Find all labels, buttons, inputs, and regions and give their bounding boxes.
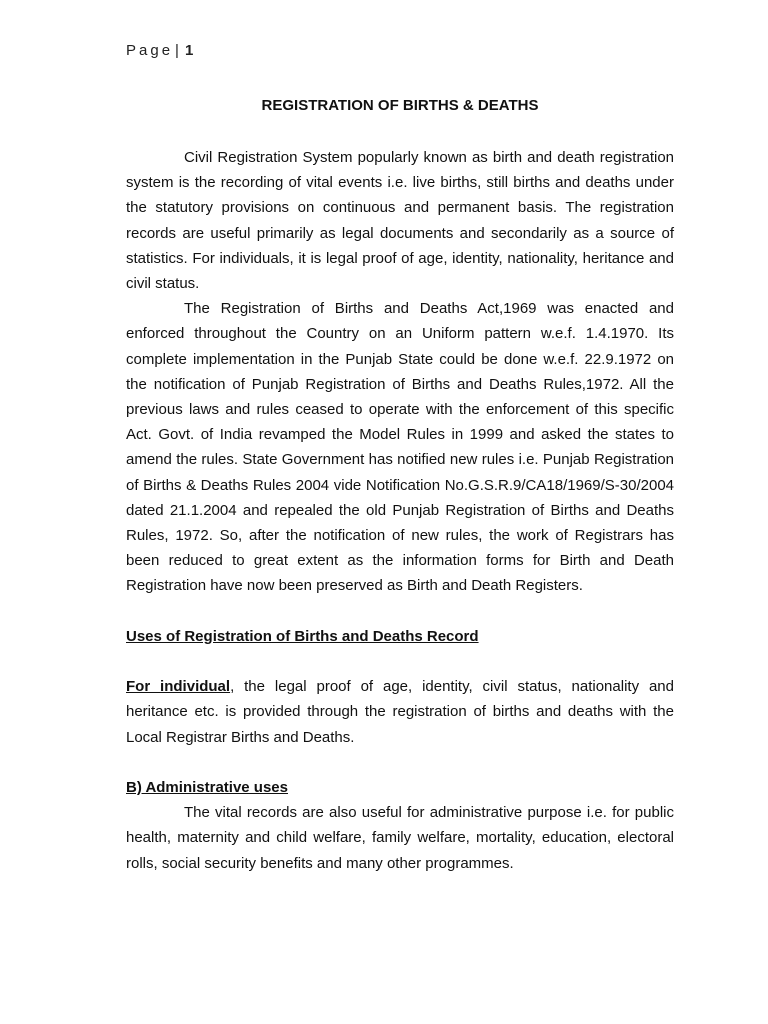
page-header: [126, 42, 193, 59]
section-heading-uses: [126, 624, 674, 649]
admin-heading: B) Administrative uses: [126, 779, 288, 797]
individual-text: , the legal proof of age, identity, civil status, nationality and heritance etc. is provided through the registration of births and deaths with the Local Registrar Births and Deaths.: [126, 678, 674, 746]
paragraph-individual: [126, 674, 674, 750]
page-number: 1: [184, 42, 194, 59]
page-separator: |: [175, 42, 179, 59]
section-heading-admin: [126, 775, 674, 800]
individual-label: For individual: [126, 678, 231, 696]
paragraph-civil-registration: Civil Registration System popularly known as birth and death registration system is the recording of vital events i.e. live births, still births and deaths under the statutory provisions on continuous and permanent basis. The registration records are useful primarily as legal documents and secondarily as a source of statistics. For individuals, it is legal proof of age, identity, nationality, heritance and civil status.: [126, 149, 674, 293]
uses-heading: Uses of Registration of Births and Deaths Record: [126, 627, 479, 645]
document-title: REGISTRATION OF BIRTHS & DEATHS: [261, 97, 539, 114]
document-body: [126, 145, 674, 876]
page-word: Page: [126, 42, 174, 59]
paragraph-registration-act: The Registration of Births and Deaths Act,1969 was enacted and enforced throughout the Country on an Uniform pattern w.e.f. 1.4.1970. Its complete implementation in the Punjab State could be done w.e.f. 22.9.1972 on the notification of Punjab Registration of Births and Deaths Rules,1972. All the previous laws and rules ceased to operate with the enforcement of this specific Act. Govt. of India revamped the Model Rules in 1999 and asked the states to amend the rules. State Government has notified new rules i.e. Punjab Registration of Births & Deaths Rules 2004 vide Notification No.G.S.R.9/CA18/1969/S-30/2004 dated 21.1.2004 and repealed the old Punjab Registration of Births and Deaths Rules, 1972. So, after the notification of new rules, the work of Registrars has been reduced to great extent as the information forms for Birth and Death Registration have now been preserved as Birth and Death Registers.: [126, 300, 674, 595]
paragraph-admin-uses: The vital records are also useful for administrative purpose i.e. for public health, maternity and child welfare, family welfare, mortality, education, electoral rolls, social security benefits and many other programmes.: [126, 804, 674, 872]
